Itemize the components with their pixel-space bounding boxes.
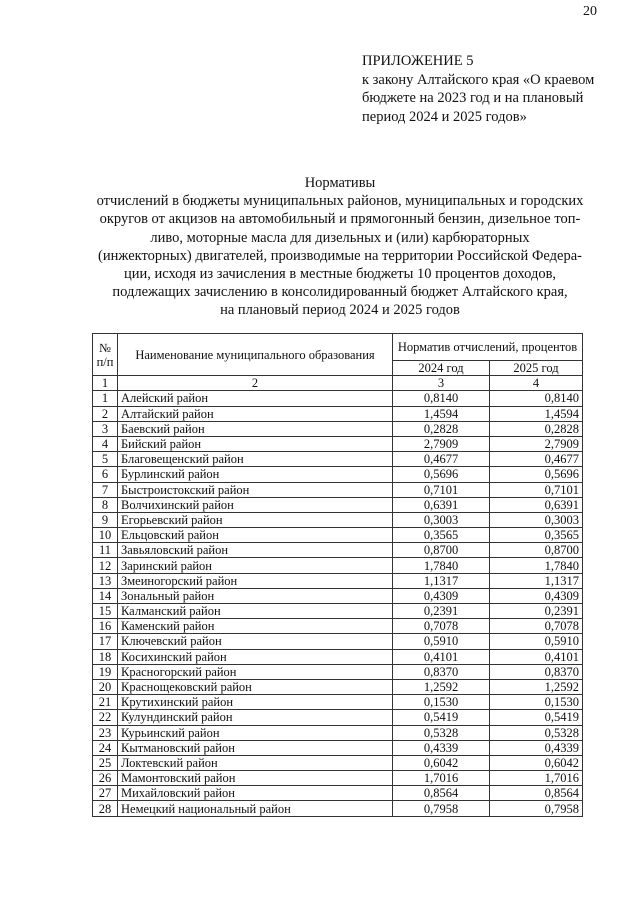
col-number: 3 [393,376,490,391]
norm-2025: 0,2391 [490,604,583,619]
appendix-line: бюджете на 2023 год и на плановый [362,90,584,106]
municipality-name: Немецкий национальный район [118,801,393,816]
table-row [93,467,583,482]
table-row [93,452,583,467]
norm-2025: 1,1317 [490,573,583,588]
norm-2024: 0,2391 [393,604,490,619]
row-number: 22 [93,710,118,725]
norm-2025: 0,8140 [490,391,583,406]
municipality-name: Змеиногорский район [118,573,393,588]
municipality-name: Мамонтовский район [118,771,393,786]
norm-2024: 0,7958 [393,801,490,816]
table-row [93,588,583,603]
table-row [93,695,583,710]
norm-2024: 1,4594 [393,406,490,421]
municipality-name: Бийский район [118,436,393,451]
table-row [93,619,583,634]
table-row [93,543,583,558]
table-row [93,710,583,725]
municipality-name: Алтайский район [118,406,393,421]
norm-2025: 0,6042 [490,755,583,770]
table-row [93,406,583,421]
row-number: 19 [93,664,118,679]
title-line: на плановый период 2024 и 2025 годов [220,302,460,319]
row-number: 21 [93,695,118,710]
norm-2025: 0,8370 [490,664,583,679]
municipality-name: Кулундинский район [118,710,393,725]
table-row [93,391,583,406]
row-number: 28 [93,801,118,816]
page-number: 20 [583,4,597,19]
norm-2024: 0,4101 [393,649,490,664]
norm-2024: 0,7078 [393,619,490,634]
municipality-name: Ельцовский район [118,528,393,543]
municipality-name: Курьинский район [118,725,393,740]
header-2025: 2025 год [490,361,583,376]
row-number: 3 [93,421,118,436]
col-number: 2 [118,376,393,391]
row-number: 25 [93,755,118,770]
table-row [93,740,583,755]
municipality-name: Косихинский район [118,649,393,664]
norm-2025: 2,7909 [490,436,583,451]
row-number: 18 [93,649,118,664]
appendix-line: период 2024 и 2025 годов» [362,108,527,125]
table-row [93,482,583,497]
row-number: 14 [93,588,118,603]
municipality-name: Баевский район [118,421,393,436]
norm-2025: 0,5419 [490,710,583,725]
header-name: Наименование муниципального образования [118,334,393,376]
municipality-name: Благовещенский район [118,452,393,467]
document-title [60,174,620,320]
norm-2024: 1,1317 [393,573,490,588]
municipality-name: Каменский район [118,619,393,634]
norm-2024: 0,1530 [393,695,490,710]
norm-2025: 0,4101 [490,649,583,664]
norm-2025: 0,8700 [490,543,583,558]
norm-2025: 0,3565 [490,528,583,543]
table-row [93,755,583,770]
row-number: 27 [93,786,118,801]
norm-2025: 0,4309 [490,588,583,603]
norm-2024: 1,2592 [393,679,490,694]
title-line: (инжекторных) двигателей, производимые на территории Российской Федера- [98,247,582,264]
row-number: 2 [93,406,118,421]
row-number: 7 [93,482,118,497]
norm-2024: 0,6042 [393,755,490,770]
norm-2025: 1,4594 [490,406,583,421]
appendix-heading: ПРИЛОЖЕНИЕ 5 [362,53,474,69]
municipality-name: Краснощековский район [118,679,393,694]
row-number: 1 [93,391,118,406]
norm-2024: 0,3003 [393,512,490,527]
table-row [93,771,583,786]
table-row [93,634,583,649]
norm-2024: 0,5910 [393,634,490,649]
municipality-name: Бурлинский район [118,467,393,482]
norms-table [92,333,583,817]
norm-2025: 0,8564 [490,786,583,801]
norm-2025: 1,7016 [490,771,583,786]
row-number: 8 [93,497,118,512]
municipality-name: Волчихинский район [118,497,393,512]
norm-2024: 2,7909 [393,436,490,451]
header-num: № п/п [93,334,118,376]
row-number: 17 [93,634,118,649]
table-row [93,801,583,816]
norm-2024: 0,8564 [393,786,490,801]
row-number: 12 [93,558,118,573]
title-line: ливо, моторные масла для дизельных и (или) карбюраторных [150,229,530,246]
norm-2024: 0,3565 [393,528,490,543]
title-line: ции, исходя из зачисления в местные бюджеты 10 процентов доходов, [123,266,557,283]
norm-2024: 0,4309 [393,588,490,603]
norm-2025: 0,2828 [490,421,583,436]
norm-2024: 0,4339 [393,740,490,755]
norm-2025: 0,3003 [490,512,583,527]
table-row [93,497,583,512]
norm-2025: 0,4339 [490,740,583,755]
row-number: 4 [93,436,118,451]
municipality-name: Алейский район [118,391,393,406]
municipality-name: Зональный район [118,588,393,603]
norm-2024: 0,8370 [393,664,490,679]
table-row [93,512,583,527]
norm-2025: 1,7840 [490,558,583,573]
row-number: 23 [93,725,118,740]
municipality-name: Ключевский район [118,634,393,649]
title-heading: Нормативы [304,175,376,191]
norm-2024: 0,4677 [393,452,490,467]
title-line: округов от акцизов на автомобильный и прямогонный бензин, дизельное топ- [99,211,581,228]
norm-2025: 0,7078 [490,619,583,634]
row-number: 24 [93,740,118,755]
municipality-name: Локтевский район [118,755,393,770]
title-line: подлежащих зачислению в консолидированный бюджет Алтайского края, [112,284,568,301]
norm-2025: 0,1530 [490,695,583,710]
norm-2024: 0,8140 [393,391,490,406]
table-row [93,436,583,451]
norm-2024: 0,6391 [393,497,490,512]
norm-2025: 0,5328 [490,725,583,740]
norm-2025: 0,7101 [490,482,583,497]
norm-2024: 0,8700 [393,543,490,558]
norm-2024: 1,7016 [393,771,490,786]
header-2024: 2024 год [393,361,490,376]
header-norm: Норматив отчислений, процентов [393,334,583,361]
table-row [93,679,583,694]
norm-2025: 0,4677 [490,452,583,467]
norm-2025: 1,2592 [490,679,583,694]
norm-2025: 0,6391 [490,497,583,512]
municipality-name: Крутихинский район [118,695,393,710]
norm-2025: 0,7958 [490,801,583,816]
municipality-name: Михайловский район [118,786,393,801]
appendix-line: к закону Алтайского края «О краевом [362,71,595,88]
norm-2024: 0,7101 [393,482,490,497]
municipality-name: Завьяловский район [118,543,393,558]
municipality-name: Калманский район [118,604,393,619]
norm-2024: 0,5696 [393,467,490,482]
row-number: 16 [93,619,118,634]
row-number: 13 [93,573,118,588]
title-line: отчислений в бюджеты муниципальных районов, муниципальных и городских [96,193,584,210]
table-row [93,573,583,588]
municipality-name: Заринский район [118,558,393,573]
table-row [93,649,583,664]
municipality-name: Быстроистокский район [118,482,393,497]
norm-2025: 0,5910 [490,634,583,649]
row-number: 26 [93,771,118,786]
row-number: 20 [93,679,118,694]
norm-2024: 0,2828 [393,421,490,436]
row-number: 15 [93,604,118,619]
norm-2025: 0,5696 [490,467,583,482]
municipality-name: Кытмановский район [118,740,393,755]
norm-2024: 0,5419 [393,710,490,725]
table-row [93,786,583,801]
municipality-name: Красногорский район [118,664,393,679]
table-row [93,528,583,543]
table-row [93,664,583,679]
col-number: 4 [490,376,583,391]
col-number: 1 [93,376,118,391]
table-row [93,604,583,619]
norm-2024: 1,7840 [393,558,490,573]
row-number: 5 [93,452,118,467]
row-number: 6 [93,467,118,482]
table-row [93,725,583,740]
row-number: 9 [93,512,118,527]
table-row [93,558,583,573]
table-row [93,421,583,436]
norm-2024: 0,5328 [393,725,490,740]
municipality-name: Егорьевский район [118,512,393,527]
row-number: 10 [93,528,118,543]
appendix-block [362,52,594,126]
row-number: 11 [93,543,118,558]
